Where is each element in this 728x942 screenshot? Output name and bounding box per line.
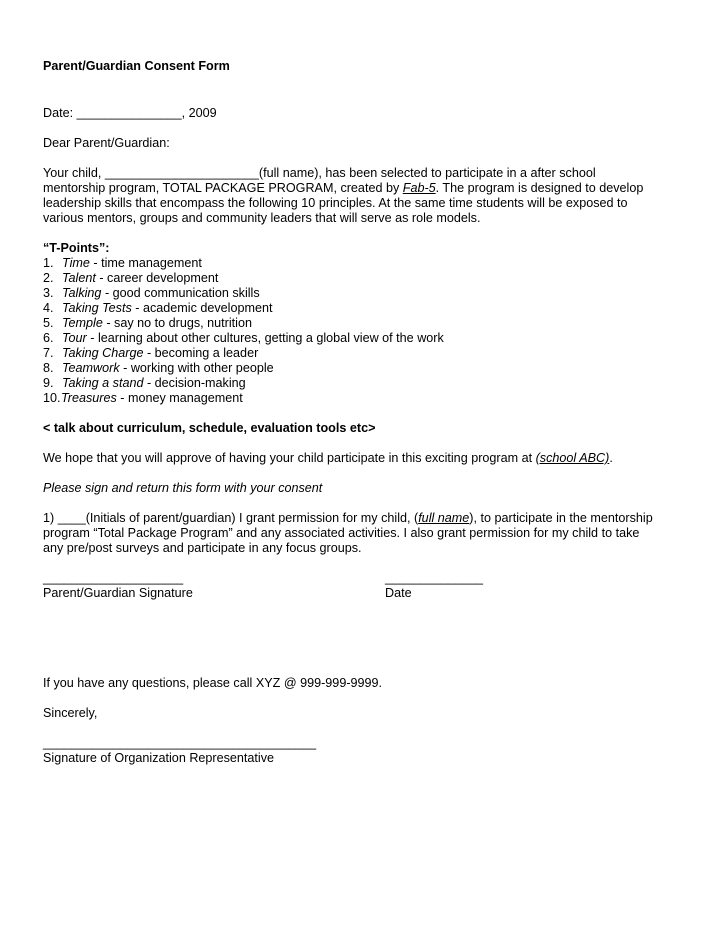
list-item: [43, 391, 693, 406]
representative-signature-label: Signature of Organization Representative: [43, 751, 275, 765]
list-number: 10.: [43, 391, 61, 405]
list-item: [43, 346, 693, 361]
tpoints-heading: “T-Points”:: [43, 241, 110, 255]
list-desc: - say no to drugs, nutrition: [102, 316, 252, 330]
list-item: [43, 331, 693, 346]
list-desc: - becoming a leader: [143, 346, 259, 360]
list-term: Taking Tests: [62, 301, 132, 315]
permission-line-3: any pre/post surveys and participate in any focus groups.: [43, 541, 362, 555]
permission-start: 1) ____(Initials of parent/guardian) I grant permission for my child, (: [43, 511, 419, 525]
parent-signature-label: Parent/Guardian Signature: [43, 586, 193, 600]
list-term: Taking a stand: [62, 376, 144, 390]
list-desc: - working with other people: [119, 361, 274, 375]
parent-signature-block: [43, 571, 193, 601]
intro-line-1: Your child, ______________________(full name), has been selected to participate in a after school: [43, 166, 596, 180]
school-name: (school ABC): [535, 451, 610, 465]
list-desc: - decision-making: [143, 376, 246, 390]
list-term: Tour: [62, 331, 87, 345]
intro-line-4: various mentors, groups and community leaders that will serve as role models.: [43, 211, 481, 225]
list-number: 2.: [43, 271, 54, 285]
list-item: [43, 376, 693, 391]
list-number: 9.: [43, 376, 54, 390]
list-number: 1.: [43, 256, 54, 270]
consent-form-page: [43, 59, 693, 766]
list-item: [43, 271, 693, 286]
hope-paragraph: [43, 451, 693, 466]
list-number: 6.: [43, 331, 54, 345]
signature-row: [43, 571, 693, 601]
hope-end: .: [609, 451, 613, 465]
list-number: 4.: [43, 301, 54, 315]
intro-line-2-end: . The program is designed to develop: [435, 181, 644, 195]
list-desc: - career development: [95, 271, 219, 285]
full-name-placeholder: full name: [418, 511, 470, 525]
list-term: Taking Charge: [62, 346, 144, 360]
intro-line-3: leadership skills that encompass the following 10 principles. At the same time students will be exposed to: [43, 196, 628, 210]
list-item: [43, 316, 693, 331]
salutation: Dear Parent/Guardian:: [43, 136, 170, 150]
list-number: 3.: [43, 286, 54, 300]
form-title: Parent/Guardian Consent Form: [43, 59, 230, 73]
list-term: Time: [62, 256, 90, 270]
questions-line: If you have any questions, please call XYZ @ 999-999-9999.: [43, 676, 383, 690]
permission-line-2: program “Total Package Program” and any associated activities. I also grant permission for my child to take: [43, 526, 640, 540]
list-term: Talent: [62, 271, 96, 285]
list-number: 7.: [43, 346, 54, 360]
hope-text: We hope that you will approve of having your child participate in this exciting program at: [43, 451, 536, 465]
list-desc: - time management: [89, 256, 202, 270]
list-term: Teamwork: [62, 361, 120, 375]
parent-signature-line: ____________________: [43, 571, 184, 585]
list-item: [43, 361, 693, 376]
list-number: 8.: [43, 361, 54, 375]
list-item: [43, 301, 693, 316]
list-term: Talking: [62, 286, 102, 300]
permission-end: ), to participate in the mentorship: [469, 511, 653, 525]
intro-line-2: [43, 181, 693, 196]
list-term: Temple: [62, 316, 103, 330]
list-desc: - learning about other cultures, getting a global view of the work: [86, 331, 444, 345]
closing: Sincerely,: [43, 706, 98, 720]
intro-line-2-start: mentorship program, TOTAL PACKAGE PROGRAM, created by: [43, 181, 403, 195]
fab5-name: Fab-5: [402, 181, 436, 195]
list-number: 5.: [43, 316, 54, 330]
list-term: Treasures: [61, 391, 117, 405]
representative-signature-line: _______________________________________: [43, 736, 317, 750]
date-signature-block: [385, 571, 483, 601]
curriculum-note: < talk about curriculum, schedule, evaluation tools etc>: [43, 421, 376, 435]
permission-paragraph: [43, 511, 693, 556]
permission-line-1: [43, 511, 693, 526]
date-line: Date: _______________, 2009: [43, 106, 217, 120]
list-desc: - money management: [116, 391, 243, 405]
list-item: [43, 256, 693, 271]
date-signature-line: ______________: [385, 571, 484, 585]
sign-instruction: Please sign and return this form with your consent: [43, 481, 323, 495]
date-signature-label: Date: [385, 586, 412, 600]
list-desc: - good communication skills: [101, 286, 260, 300]
tpoints-list: [43, 256, 693, 406]
intro-paragraph: [43, 166, 693, 226]
list-desc: - academic development: [131, 301, 273, 315]
list-item: [43, 286, 693, 301]
